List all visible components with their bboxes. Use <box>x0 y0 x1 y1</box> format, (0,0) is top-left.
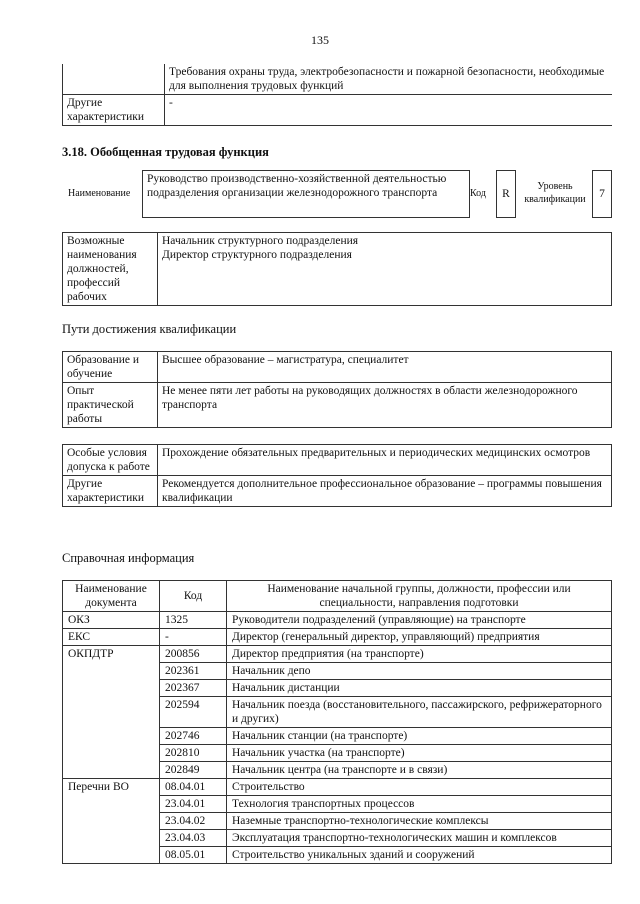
code-cell: 202849 <box>160 762 227 779</box>
header-code: Код <box>160 581 227 612</box>
table-row <box>63 629 612 646</box>
name-cell: Директор предприятия (на транспорте) <box>227 646 612 663</box>
requirements-text: Требования охраны труда, электробезопасности и пожарной безопасности, необходимые для выполнения трудовых функций <box>165 64 613 95</box>
positions-values <box>158 233 612 306</box>
special-conditions-table <box>62 444 612 507</box>
qualification-heading: Пути достижения квалификации <box>62 322 237 336</box>
empty-label-cell <box>63 64 165 95</box>
name-cell: Начальник поезда (восстановительного, пассажирского, рефрижераторного и других) <box>227 697 612 728</box>
reference-heading: Справочная информация <box>62 551 195 565</box>
experience-value: Не менее пяти лет работы на руководящих должностях в области железнодорожного транспорта <box>158 383 612 428</box>
code-cell: 08.05.01 <box>160 847 227 864</box>
section-title: 3.18. Обобщенная трудовая функция <box>62 145 269 159</box>
reference-table <box>62 580 612 864</box>
code-cell: 202361 <box>160 663 227 680</box>
labor-requirements-table <box>62 64 612 126</box>
table-row <box>63 612 612 629</box>
code-cell: 08.04.01 <box>160 779 227 796</box>
code-cell: 202367 <box>160 680 227 697</box>
name-cell: Начальник дистанции <box>227 680 612 697</box>
name-cell: Строительство <box>227 779 612 796</box>
code-cell: 23.04.02 <box>160 813 227 830</box>
name-cell: Наземные транспортно-технологические комплексы <box>227 813 612 830</box>
page-number: 135 <box>311 33 329 47</box>
name-cell: Начальник участка (на транспорте) <box>227 745 612 762</box>
code-cell: 23.04.03 <box>160 830 227 847</box>
function-name-label: Наименование <box>68 188 131 199</box>
code-cell: 202810 <box>160 745 227 762</box>
code-cell: - <box>160 629 227 646</box>
education-label: Образование и обучение <box>63 352 158 383</box>
experience-label: Опыт практической работы <box>63 383 158 428</box>
name-cell: Директор (генеральный директор, управляющий) предприятия <box>227 629 612 646</box>
name-cell: Технология транспортных процессов <box>227 796 612 813</box>
code-value: R <box>496 170 516 218</box>
function-name-value: Руководство производственно-хозяйственной деятельностью подразделения организации железнодорожного транспорта <box>142 170 470 218</box>
positions-label: Возможные наименования должностей, профессий рабочих <box>63 233 158 306</box>
doc-name-cell: ЕКС <box>63 629 160 646</box>
other-characteristics-value: - <box>165 95 613 126</box>
doc-name-cell: Перечни ВО <box>63 779 160 864</box>
admission-conditions-label: Особые условия допуска к работе <box>63 445 158 476</box>
name-cell: Начальник центра (на транспорте и в связи) <box>227 762 612 779</box>
header-group-name: Наименование начальной группы, должности, профессии или специальности, направления подготовки <box>227 581 612 612</box>
name-cell: Строительство уникальных зданий и сооружений <box>227 847 612 864</box>
position-item: Начальник структурного подразделения <box>162 235 359 247</box>
code-cell: 202746 <box>160 728 227 745</box>
name-cell: Начальник станции (на транспорте) <box>227 728 612 745</box>
code-cell: 202594 <box>160 697 227 728</box>
generalized-function-block <box>62 170 612 218</box>
education-table <box>62 351 612 428</box>
table-row <box>63 779 612 796</box>
admission-conditions-value: Прохождение обязательных предварительных и периодических медицинских осмотров <box>158 445 612 476</box>
name-cell: Руководители подразделений (управляющие) на транспорте <box>227 612 612 629</box>
code-cell: 23.04.01 <box>160 796 227 813</box>
other-characteristics-label: Другие характеристики <box>63 95 165 126</box>
table-row <box>63 646 612 663</box>
other-characteristics-label-2: Другие характеристики <box>63 476 158 507</box>
name-cell: Эксплуатация транспортно-технологических машин и комплексов <box>227 830 612 847</box>
qualification-level-value: 7 <box>592 170 612 218</box>
header-document-name: Наименование документа <box>63 581 160 612</box>
qualification-level-label: Уровень квалификации <box>524 181 586 205</box>
other-characteristics-value-2: Рекомендуется дополнительное профессиональное образование – программы повышения квалификации <box>158 476 612 507</box>
code-cell: 200856 <box>160 646 227 663</box>
doc-name-cell: ОКПДТР <box>63 646 160 779</box>
education-value: Высшее образование – магистратура, специалитет <box>158 352 612 383</box>
doc-name-cell: ОКЗ <box>63 612 160 629</box>
code-cell: 1325 <box>160 612 227 629</box>
positions-table <box>62 232 612 306</box>
name-cell: Начальник депо <box>227 663 612 680</box>
position-item: Директор структурного подразделения <box>162 249 352 261</box>
code-label: Код <box>470 188 486 199</box>
